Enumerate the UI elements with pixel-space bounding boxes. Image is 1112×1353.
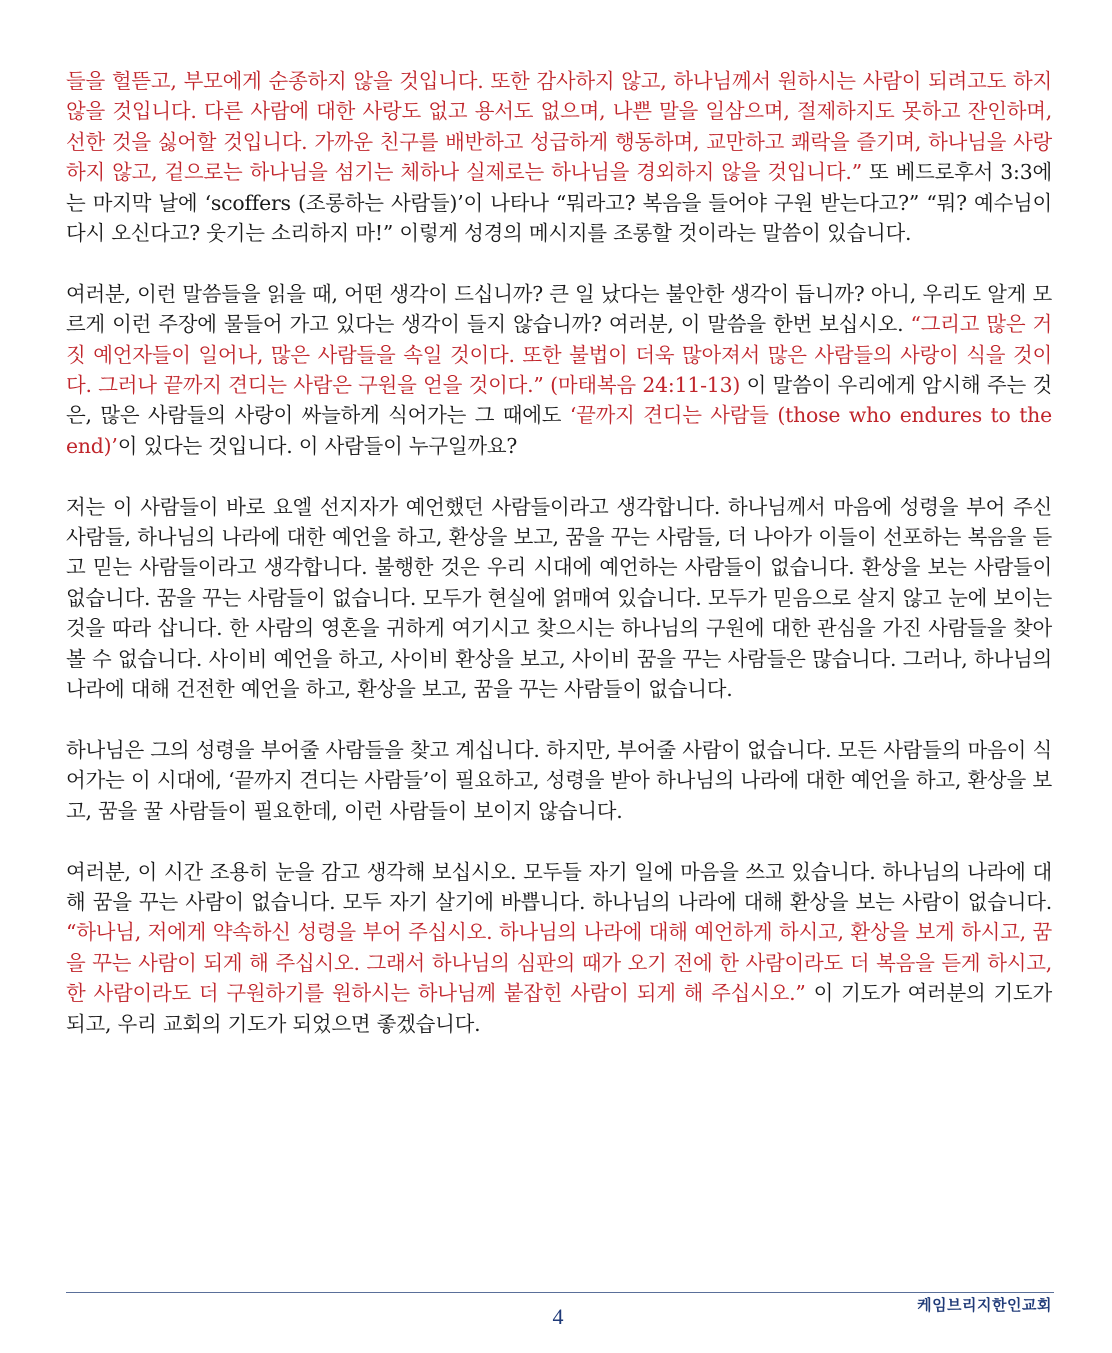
body-text-run: 이 있다는 것입니다. 이 사람들이 누구일까요? [117,433,518,458]
body-text-run: 이 기도가 여러분의 기도가 되고, 우리 교회의 기도가 되었으면 좋겠습니다. [66,981,1052,1036]
body-text-run: 이 말씀이 우리에게 암시해 주는 것은, 많은 사람들의 사랑이 싸늘하게 식어가는 그 때에도 [66,373,1052,428]
paragraph-1 [66,66,1052,248]
footer-divider [66,1292,1054,1293]
scripture-quote: “하나님, 저에게 약속하신 성령을 부어 주십시오. 하나님의 나라에 대해 예언하게 하시고, 환상을 보게 하시고, 꿈을 꾸는 사람이 되게 해 주십시오. 그래서 하나님의 심판의 때가 오기 전에 한 사람이라도 더 복음을 듣게 하시고, 한 사람이라도 더 구원하기를 원하시는 하나님께 붙잡힌 사람이 되게 해 주십시오.” [66,920,1052,1006]
scripture-quote: “그리고 많은 거짓 예언자들이 일어나, 많은 사람들을 속일 것이다. 또한 불법이 더욱 많아져서 많은 사람들의 사랑이 식을 것이다. 그러나 끝까지 견디는 사람은 구원을 얻을 것이다.” (마태복음 24:11-13) [66,312,1052,398]
body-text-run: 또 베드로후서 3:3에는 마지막 날에 ‘scoffers (조롱하는 사람들)’이 나타나 “뭐라고? 복음을 들어야 구원 받는다고?” “뭐? 예수님이 다시 오신다고? 웃기는 소리하지 마!” 이렇게 성경의 메시지를 조롱할 것이라는 말씀이 있습니다. [66,160,1052,246]
body-text-run: 여러분, 이 시간 조용히 눈을 감고 생각해 보십시오. 모두들 자기 일에 마음을 쓰고 있습니다. 하나님의 나라에 대해 꿈을 꾸는 사람이 없습니다. 모두 자기 살기에 바쁩니다. 하나님의 나라에 대해 환상을 보는 사람이 없습니다. [66,859,1052,914]
paragraph-3 [66,492,1052,705]
scripture-quote: ‘끝까지 견디는 사람들 (those who endures to the end)’ [66,403,1052,458]
paragraph-2 [66,279,1052,461]
body-text-run: 저는 이 사람들이 바로 요엘 선지자가 예언했던 사람들이라고 생각합니다. 하나님께서 마음에 성령을 부어 주신 사람들, 하나님의 나라에 대한 예언을 하고, 환상을 보고, 꿈을 꾸는 사람들, 더 나아가 이들이 선포하는 복음을 듣고 믿는 사람들이라고 생각합니다. 불행한 것은 우리 시대에 예언하는 사람들이 없습니다. 환상을 보는 사람들이 없습니다. 꿈을 꾸는 사람들이 없습니다. 모두가 현실에 얽매여 있습니다. 모두가 믿음으로 살지 않고 눈에 보이는 것을 따라 삽니다. 한 사람의 영혼을 귀하게 여기시고 찾으시는 하나님의 구원에 대한 관심을 가진 사람들을 찾아 볼 수 없습니다. 사이비 예언을 하고, 사이비 환상을 보고, 사이비 꿈을 꾸는 사람들은 많습니다. 그러나, 하나님의 나라에 대해 건전한 예언을 하고, 환상을 보고, 꿈을 꾸는 사람들이 없습니다. [66,494,1052,702]
body-text-run: 여러분, 이런 말씀들을 읽을 때, 어떤 생각이 드십니까? 큰 일 났다는 불안한 생각이 듭니까? 아니, 우리도 알게 모르게 이런 주장에 물들어 가고 있다는 생각이 들지 않습니까? 여러분, 이 말씀을 한번 보십시오. [66,281,1052,337]
paragraph-5 [66,857,1052,1039]
sermon-body [66,66,1052,1069]
church-name: 케임브리지한인교회 [917,1296,1052,1314]
scripture-quote: 들을 헐뜯고, 부모에게 순종하지 않을 것입니다. 또한 감사하지 않고, 하나님께서 원하시는 사람이 되려고도 하지 않을 것입니다. 다른 사람에 대한 사랑도 없고 용서도 없으며, 나쁜 말을 일삼으며, 절제하지도 못하고 잔인하며, 선한 것을 싫어할 것입니다. 가까운 친구를 배반하고 성급하게 행동하며, 교만하고 쾌락을 즐기며, 하나님을 사랑하지 않고, 겉으로는 하나님을 섬기는 체하나 실제로는 하나님을 경외하지 않을 것입니다.” [66,69,1052,185]
page-number: 4 [552,1304,564,1329]
paragraph-4 [66,735,1052,826]
body-text-run: 하나님은 그의 성령을 부어줄 사람들을 찾고 계십니다. 하지만, 부어줄 사람이 없습니다. 모든 사람들의 마음이 식어가는 이 시대에, ‘끝까지 견디는 사람들’이 필요하고, 성령을 받아 하나님의 나라에 대한 예언을 하고, 환상을 보고, 꿈을 꿀 사람들이 필요한데, 이런 사람들이 보이지 않습니다. [66,737,1052,823]
